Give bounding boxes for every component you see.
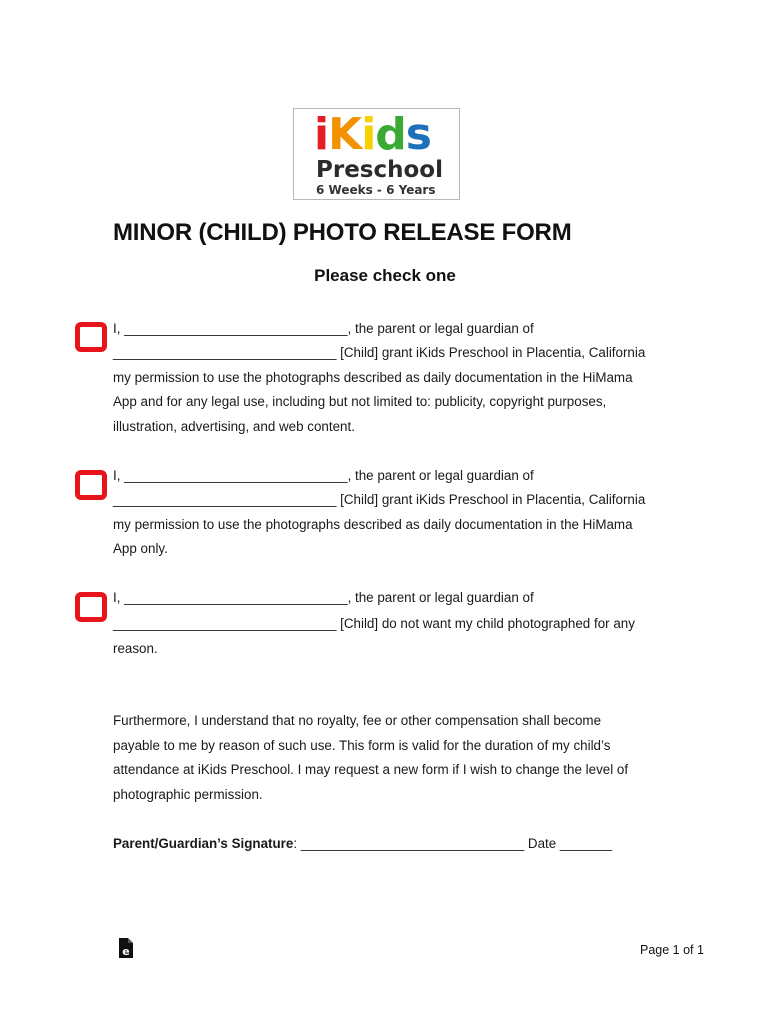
logo-letter: K: [328, 109, 362, 160]
logo-letter: d: [375, 109, 406, 160]
logo-age-range: 6 Weeks - 6 Years: [316, 183, 436, 197]
option-1-line-5: illustration, advertising, and web content.: [113, 419, 355, 434]
option-1-line-4: App and for any legal use, including but not limited to: publicity, copyright purposes,: [113, 394, 607, 409]
option-3-line-1: I, ______________________________, the parent or legal guardian of: [113, 590, 534, 605]
logo-brand-text: [314, 111, 431, 159]
signature-line[interactable]: [113, 836, 612, 852]
paragraph-line-2: payable to me by reason of such use. This form is valid for the duration of my child’s: [113, 738, 611, 753]
logo-letter: s: [405, 109, 431, 160]
form-title: MINOR (CHILD) PHOTO RELEASE FORM: [113, 219, 572, 246]
option-1-line-2: ______________________________ [Child] grant iKids Preschool in Placentia, California: [113, 345, 646, 360]
option-2-line-1: I, ______________________________, the parent or legal guardian of: [113, 468, 534, 483]
paragraph-line-1: Furthermore, I understand that no royalty, fee or other compensation shall become: [113, 713, 602, 728]
option-1-line-1: I, ______________________________, the parent or legal guardian of: [113, 321, 534, 336]
ikids-preschool-logo: [293, 108, 460, 200]
form-subtitle: Please check one: [314, 266, 456, 285]
logo-letter: i: [314, 109, 329, 160]
option-3-line-3: reason.: [113, 641, 158, 656]
paragraph-line-4: photographic permission.: [113, 787, 263, 802]
option-2-line-4: App only.: [113, 541, 168, 556]
signature-label: Parent/Guardian’s Signature: [113, 836, 294, 851]
document-icon: [118, 937, 134, 959]
option-2-line-2: ______________________________ [Child] grant iKids Preschool in Placentia, California: [113, 492, 646, 507]
paragraph-line-3: attendance at iKids Preschool. I may request a new form if I wish to change the level of: [113, 762, 629, 777]
option-1-checkbox[interactable]: [75, 322, 107, 352]
svg-text:e: e: [122, 945, 130, 958]
option-3-line-2: ______________________________ [Child] do not want my child photographed for any: [113, 616, 635, 631]
logo-letter: i: [361, 109, 376, 160]
page-number: Page 1 of 1: [640, 943, 704, 957]
logo-preschool-text: Preschool: [316, 157, 443, 183]
option-2-line-3: my permission to use the photographs described as daily documentation in the HiMama: [113, 517, 633, 532]
option-3-checkbox[interactable]: [75, 592, 107, 622]
option-2-checkbox[interactable]: [75, 470, 107, 500]
signature-date-fields: : ______________________________ Date _______: [293, 836, 613, 851]
option-1-line-3: my permission to use the photographs described as daily documentation in the HiMama: [113, 370, 633, 385]
